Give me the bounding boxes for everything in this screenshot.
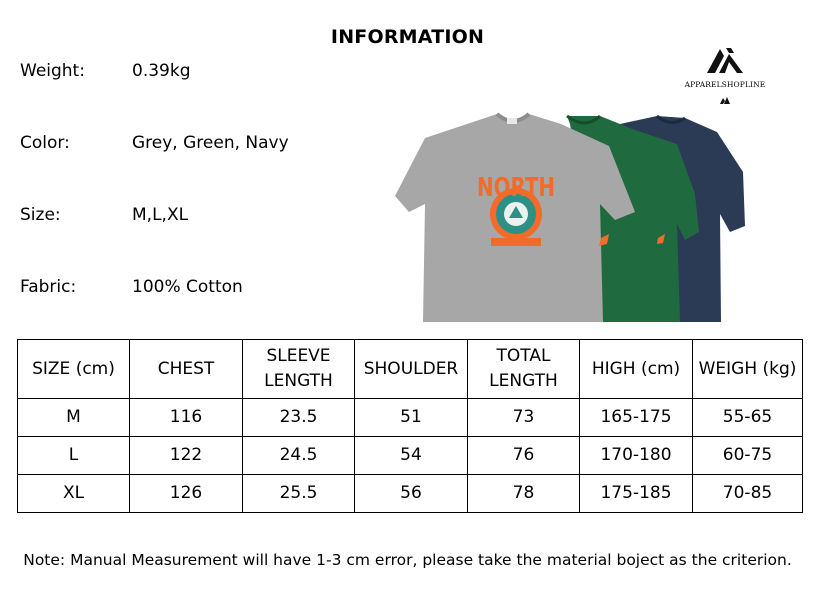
table-cell: 122: [130, 437, 243, 475]
spec-value: 100% Cotton: [132, 277, 243, 297]
tshirt-print-text: NORTH: [477, 173, 555, 203]
spec-value: Grey, Green, Navy: [132, 133, 289, 153]
table-cell: 126: [130, 475, 243, 513]
table-cell: 54: [355, 437, 468, 475]
brand-small-mark-icon: [719, 96, 731, 104]
table-row: [18, 437, 803, 475]
table-cell: 70-85: [693, 475, 803, 513]
table-cell: 23.5: [243, 399, 355, 437]
header-weigh: WEIGH (kg): [693, 340, 803, 399]
spec-label: Size:: [20, 205, 61, 225]
header-total-length: TOTAL LENGTH: [468, 340, 580, 399]
product-image: [395, 104, 755, 324]
table-cell: 78: [468, 475, 580, 513]
table-header-row: [18, 340, 803, 399]
table-cell: 76: [468, 437, 580, 475]
table-cell: XL: [18, 475, 130, 513]
table-cell: 55-65: [693, 399, 803, 437]
table-cell: 116: [130, 399, 243, 437]
table-cell: 25.5: [243, 475, 355, 513]
table-row: [18, 475, 803, 513]
header-shoulder: SHOULDER: [355, 340, 468, 399]
measurement-note: Note: Manual Measurement will have 1-3 cm error, please take the material boject as the criterion.: [23, 551, 792, 569]
spec-label: Color:: [20, 133, 70, 153]
header-sleeve-length: SLEEVE LENGTH: [243, 340, 355, 399]
table-cell: M: [18, 399, 130, 437]
brand-name: APPARELSHOPLINE: [684, 80, 766, 89]
table-cell: 24.5: [243, 437, 355, 475]
table-row: [18, 399, 803, 437]
table-cell: 51: [355, 399, 468, 437]
table-cell: 60-75: [693, 437, 803, 475]
header-size: SIZE (cm): [18, 340, 130, 399]
table-cell: L: [18, 437, 130, 475]
size-table: [17, 339, 803, 513]
table-cell: 170-180: [580, 437, 693, 475]
spec-label: Weight:: [20, 61, 85, 81]
table-cell: 175-185: [580, 475, 693, 513]
spec-label: Fabric:: [20, 277, 77, 297]
page-title: INFORMATION: [330, 26, 485, 48]
spec-value: 0.39kg: [132, 61, 191, 81]
table-cell: 165-175: [580, 399, 693, 437]
header-high: HIGH (cm): [580, 340, 693, 399]
tshirts-illustration: [395, 104, 755, 324]
table-cell: 73: [468, 399, 580, 437]
header-chest: CHEST: [130, 340, 243, 399]
spec-value: M,L,XL: [132, 205, 189, 225]
table-cell: 56: [355, 475, 468, 513]
brand-logo: [676, 44, 774, 108]
brand-mark-icon: [705, 44, 745, 74]
